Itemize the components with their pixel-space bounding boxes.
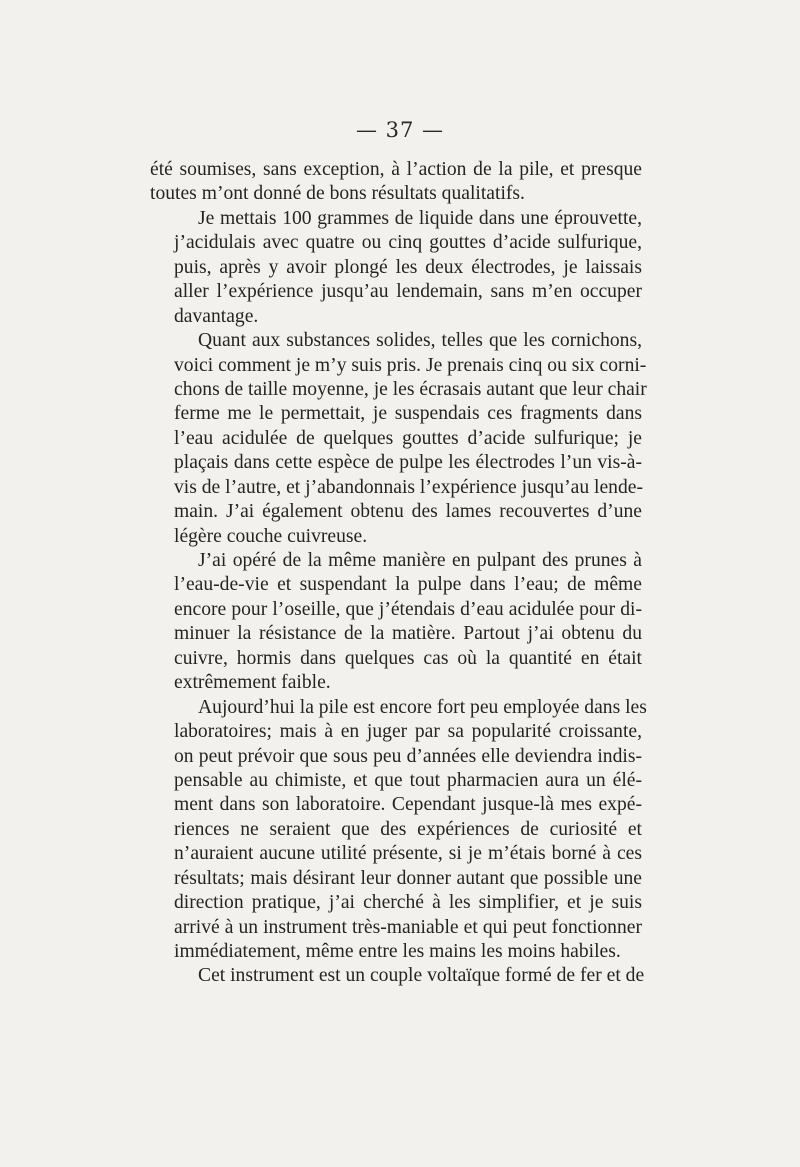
text-line: aller l’expérience jusqu’au lendemain, sans m’en occuper: [174, 281, 642, 303]
paragraph: [150, 696, 647, 965]
text-line: ment dans son laboratoire. Cependant jusque-là mes expé-: [174, 794, 642, 816]
paragraph: [150, 207, 642, 329]
text-line: J’ai opéré de la même manière en pulpant des prunes à: [198, 550, 642, 571]
text-line: ferme me le permettait, je suspendais ces fragments dans: [174, 403, 642, 425]
text-line: voici comment je m’y suis pris. Je prenais cinq ou six corni-: [174, 354, 647, 376]
text-line: Cet instrument est un couple voltaïque formé de fer et de: [198, 965, 645, 987]
text-line: résultats; mais désirant leur donner autant que possible une: [174, 867, 642, 889]
text-line: minuer la résistance de la matière. Partout j’ai obtenu du: [174, 623, 642, 645]
text-line: Quant aux substances solides, telles que les cornichons,: [198, 330, 642, 352]
text-line: extrêmement faible.: [174, 672, 331, 694]
text-line: encore pour l’oseille, que j’étendais d’eau acidulée pour di-: [174, 598, 642, 620]
text-line: cuivre, hormis dans quelques cas où la quantité en était: [174, 647, 642, 669]
text-line: davantage.: [174, 305, 259, 327]
text-line: direction pratique, j’ai cherché à les simplifier, et je suis: [174, 892, 642, 914]
paragraph: [150, 158, 642, 207]
text-line: Je mettais 100 grammes de liquide dans une éprouvette,: [198, 207, 642, 229]
text-line: légère couche cuivreuse.: [174, 525, 368, 547]
text-line: puis, après y avoir plongé les deux électrodes, je laissais: [174, 256, 642, 278]
text-line: toutes m’ont donné de bons résultats qualitatifs.: [150, 183, 525, 205]
page-number: — 37 —: [355, 118, 445, 142]
text-line: plaçais dans cette espèce de pulpe les électrodes l’un vis-à-: [174, 452, 642, 474]
text-line: laboratoires; mais à en juger par sa popularité croissante,: [174, 721, 642, 743]
paragraph: [150, 964, 645, 988]
paragraph: [150, 549, 642, 696]
text-line: on peut prévoir que sous peu d’années elle deviendra indis-: [174, 745, 642, 767]
text-line: l’eau acidulée de quelques gouttes d’acide sulfurique; je: [174, 427, 642, 449]
text-line: arrivé à un instrument très-maniable et qui peut fonctionner: [174, 916, 642, 938]
text-line: riences ne seraient que des expériences de curiosité et: [174, 818, 642, 840]
text-line: vis de l’autre, et j’abandonnais l’expérience jusqu’au lende-: [174, 476, 643, 498]
text-line: chons de taille moyenne, je les écrasais autant que leur chair: [174, 378, 647, 400]
text-line: l’eau-de-vie et suspendant la pulpe dans l’eau; de même: [174, 574, 642, 596]
body-text: [150, 158, 647, 989]
text-line: pensable au chimiste, et que tout pharmacien aura un élé-: [174, 769, 642, 791]
paragraph: [150, 329, 647, 549]
text-line: n’auraient aucune utilité présente, si je m’étais borné à ces: [174, 843, 642, 865]
text-line: été soumises, sans exception, à l’action de la pile, et presque: [150, 159, 642, 180]
text-line: main. J’ai également obtenu des lames recouvertes d’une: [174, 501, 642, 523]
text-line: immédiatement, même entre les mains les moins habiles.: [174, 941, 621, 962]
text-line: j’acidulais avec quatre ou cinq gouttes d’acide sulfurique,: [174, 232, 642, 254]
text-line: Aujourd’hui la pile est encore fort peu employée dans les: [198, 696, 647, 718]
